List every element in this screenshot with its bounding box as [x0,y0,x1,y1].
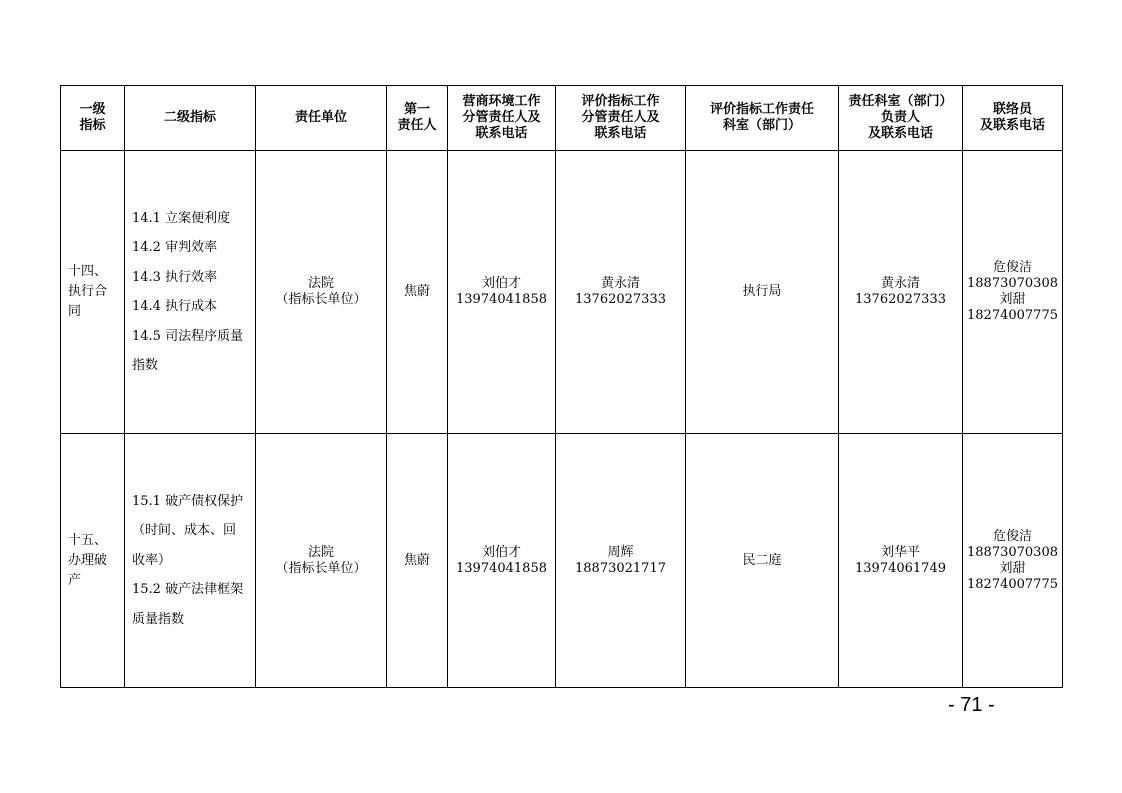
cell-line: 黄永清 [600,276,640,291]
liaison-cell [963,434,1063,688]
level2-indicator-cell [125,151,256,434]
cell-line: 18873070308 [967,276,1058,291]
header-dept-head [839,86,963,151]
level2-indicator-line: 14.2 审判效率 [132,240,218,255]
cell-line: 13974041858 [456,560,547,576]
cell-line: 联络员 [992,102,1032,117]
cell-line: 责任单位 [294,110,347,125]
cell-line: 18873070308 [967,544,1058,560]
cell-line: 联系电话 [594,126,647,141]
env-person-cell [448,151,556,434]
cell-line: 法院 [307,276,334,291]
cell-line: （指标长单位） [275,560,367,576]
eval-person-cell [556,434,686,688]
cell-line: 刘伯才 [481,276,521,291]
cell-line: 13762027333 [855,292,946,307]
liaison-cell [963,151,1063,434]
responsibility-table [60,85,1063,688]
level2-indicator-cell [125,434,256,688]
unit-cell [256,434,387,688]
level2-indicator-line: 15.2 破产法律框架 [132,582,244,598]
cell-line: 危俊洁 [992,260,1032,275]
cell-line: 分管责任人及 [581,110,660,125]
table-row [61,151,1063,434]
cell-line: 周辉 [607,544,634,560]
dept-head-cell [839,434,963,688]
cell-line: （指标长单位） [275,292,367,307]
cell-line: 办理破 [68,552,108,568]
dept-cell [686,151,839,434]
cell-line: 执行合 [68,284,108,299]
cell-line: 刘甜 [999,292,1026,307]
level2-indicator-line: 15.1 破产债权保护 [132,493,244,509]
cell-line: 一级 [79,102,106,117]
eval-person-cell [556,151,686,434]
level1-indicator-cell [61,151,125,434]
header-unit [256,86,387,151]
header-dept [686,86,839,151]
cell-line: 刘华平 [880,544,920,560]
level2-indicator-line: 收率） [132,552,172,568]
cell-line: 产 [68,572,82,588]
cell-line: 负责人 [880,110,920,125]
level2-indicator-line: 14.5 司法程序质量 [132,328,244,344]
cell-line: 评价指标工作责任 [709,102,814,117]
cell-line: 科室（部门） [722,118,801,133]
cell-line: 责任人 [397,118,437,133]
cell-line: 法院 [307,544,334,560]
cell-line: 同 [68,304,82,319]
level2-indicator-line: 指数 [132,358,159,373]
cell-line: 焦蔚 [403,552,430,568]
cell-line: 二级指标 [163,110,216,125]
level2-indicator-line: （时间、成本、回 [132,523,237,539]
cell-line: 危俊洁 [992,528,1032,544]
page-number: - 71 - [948,694,995,716]
level2-indicator-line: 14.3 执行效率 [132,269,218,285]
header-level1 [61,86,125,151]
level2-indicator-line: 质量指数 [132,611,185,627]
cell-line: 及联系电话 [979,118,1045,133]
cell-line: 民二庭 [742,552,782,568]
env-person-cell [448,434,556,688]
cell-line: 刘甜 [999,560,1026,576]
cell-line: 焦蔚 [403,284,430,299]
cell-line: 13974041858 [456,292,547,307]
cell-line: 18274007775 [967,576,1058,592]
cell-line: 十五、 [68,532,108,548]
cell-line: 十四、 [68,264,108,279]
cell-line: 指标 [79,118,106,133]
cell-line: 第一 [403,102,430,117]
header-eval-person [556,86,686,151]
table-header-row [61,86,1063,151]
header-env-person [448,86,556,151]
cell-line: 13762027333 [575,292,666,307]
cell-line: 黄永清 [880,276,920,291]
cell-line: 评价指标工作 [581,94,660,109]
cell-line: 分管责任人及 [462,110,541,125]
cell-line: 18274007775 [967,308,1058,323]
cell-line: 责任科室（部门） [848,94,953,109]
cell-line: 13974061749 [855,560,946,576]
unit-cell [256,151,387,434]
level1-indicator-cell [61,434,125,688]
dept-head-cell [839,151,963,434]
level2-indicator-line: 14.1 立案便利度 [132,210,231,226]
dept-cell [686,434,839,688]
header-first-person [387,86,448,151]
cell-line: 营商环境工作 [462,94,541,109]
cell-line: 联系电话 [475,126,528,141]
cell-line: 及联系电话 [867,126,933,141]
table-row [61,434,1063,688]
cell-line: 执行局 [742,284,782,299]
first-person-cell [387,434,448,688]
level2-indicator-line: 14.4 执行成本 [132,299,218,314]
header-liaison [963,86,1063,151]
first-person-cell [387,151,448,434]
cell-line: 18873021717 [575,560,666,576]
header-level2 [125,86,256,151]
cell-line: 刘伯才 [481,544,521,560]
